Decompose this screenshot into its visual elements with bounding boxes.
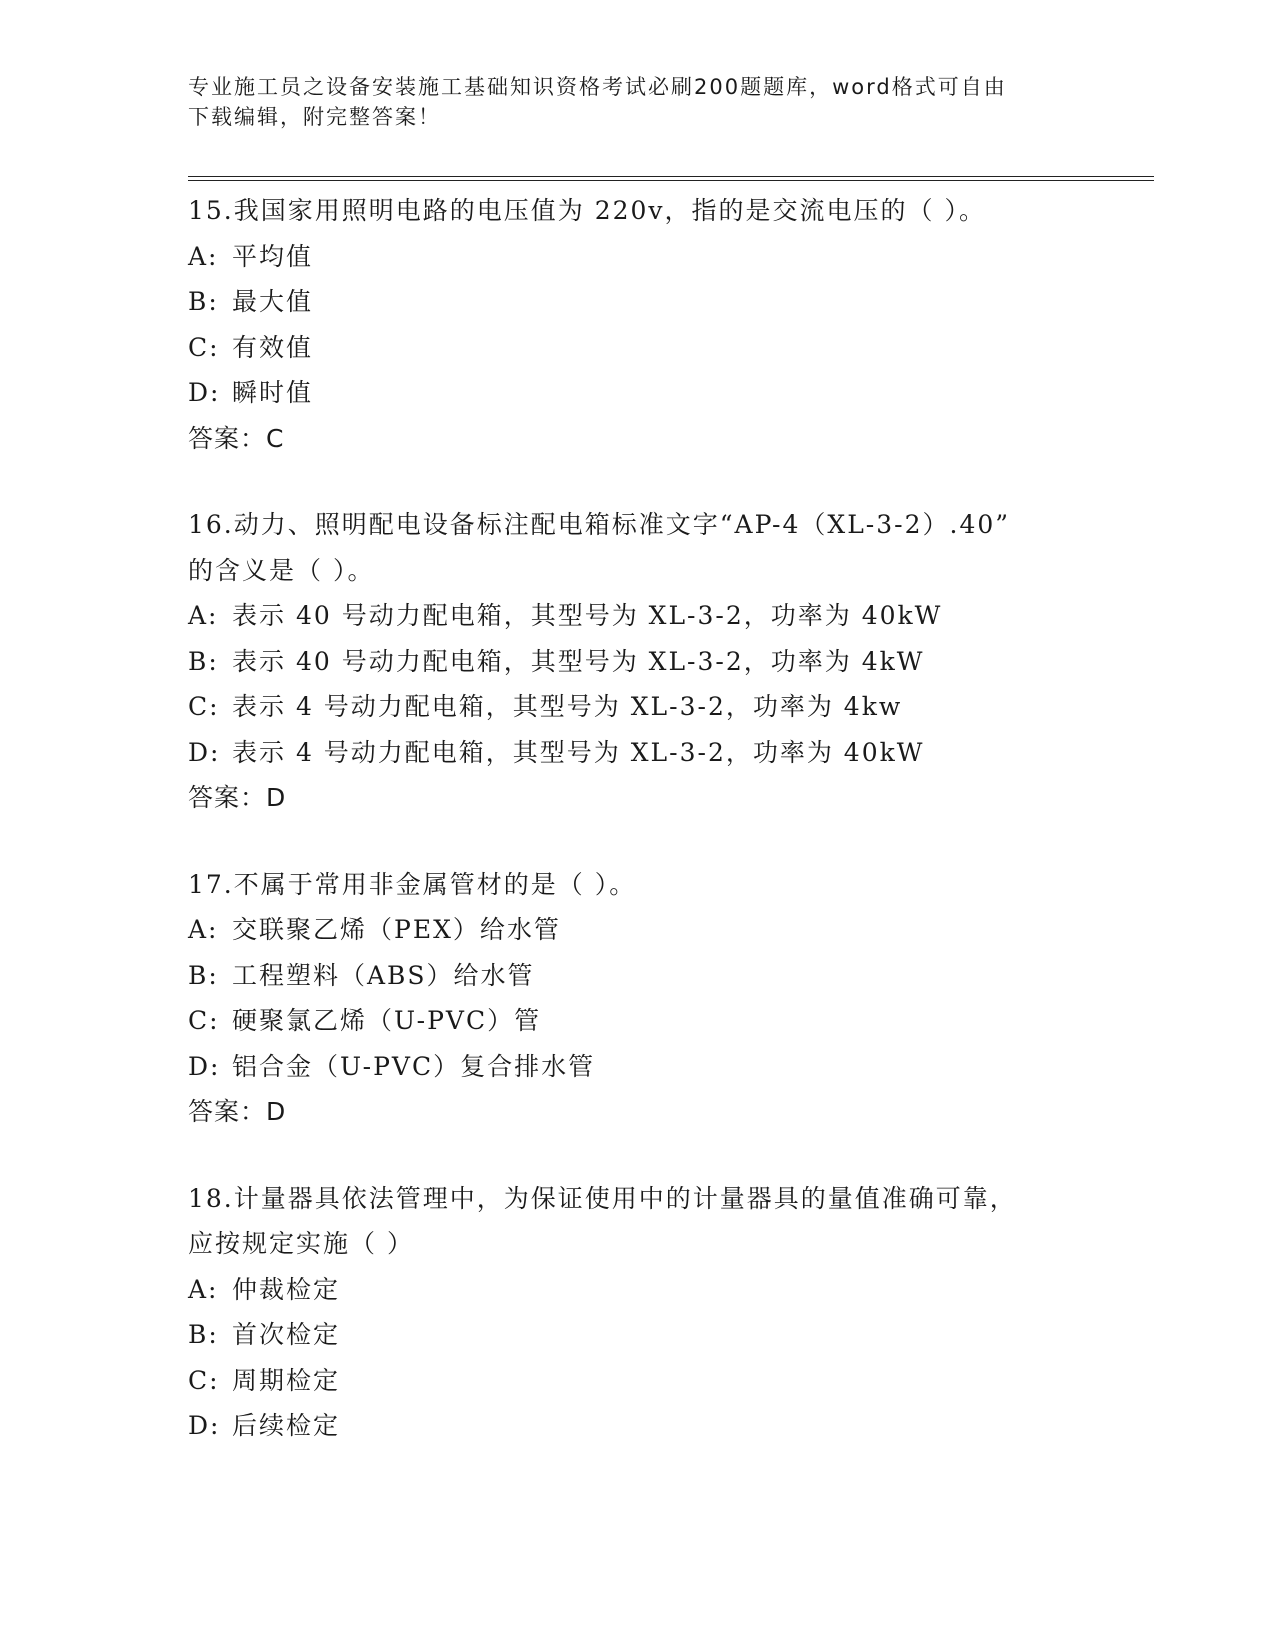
option-c: [188, 684, 1088, 730]
option-b: [188, 639, 1088, 685]
option-letter: A:: [188, 915, 219, 944]
answer-line: 答案：D: [188, 1097, 287, 1126]
option-text: 后续检定: [232, 1411, 341, 1440]
option-text: 硬聚氯乙烯（U-PVC）管: [232, 1006, 542, 1035]
question-15: [188, 188, 1088, 461]
option-text: 表示 4 号动力配电箱，其型号为 XL-3-2，功率为 40kW: [232, 737, 925, 767]
option-letter: B:: [188, 646, 219, 676]
question-list: [188, 188, 1088, 1490]
option-text: 瞬时值: [232, 378, 314, 407]
option-a: [188, 593, 1088, 639]
option-c: [188, 325, 1088, 371]
header-divider: [188, 176, 1154, 184]
option-letter: A:: [188, 241, 219, 271]
option-a: [188, 234, 1088, 280]
option-letter: B:: [188, 960, 219, 990]
option-text: 仲裁检定: [232, 1274, 341, 1304]
option-text: 表示 40 号动力配电箱，其型号为 XL-3-2，功率为 40kW: [232, 601, 943, 630]
option-letter: D:: [188, 378, 221, 407]
option-letter: D:: [188, 737, 221, 767]
answer-line: 答案：C: [188, 423, 285, 453]
question-18: [188, 1176, 1088, 1449]
question-stem-continued: 的含义是（ ）。: [188, 555, 375, 585]
option-text: 最大值: [232, 287, 314, 316]
option-text: 首次检定: [232, 1320, 341, 1349]
question-stem: 18.计量器具依法管理中，为保证使用中的计量器具的量值准确可靠，: [188, 1183, 1017, 1213]
option-text: 平均值: [232, 241, 314, 271]
option-letter: C:: [188, 1006, 220, 1035]
question-stem: 16.动力、照明配电设备标注配电箱标准文字“AP-4（XL-3-2）.40”: [188, 510, 1011, 539]
option-d: [188, 1044, 1088, 1090]
option-text: 周期检定: [232, 1365, 341, 1395]
question-stem: 17.不属于常用非金属管材的是（ ）。: [188, 869, 637, 899]
option-text: 表示 4 号动力配电箱，其型号为 XL-3-2，功率为 4kw: [232, 692, 903, 721]
option-a: [188, 907, 1088, 953]
option-d: [188, 730, 1088, 776]
option-letter: A:: [188, 601, 219, 630]
option-letter: C:: [188, 1365, 220, 1395]
header-line-2: 下载编辑，附完整答案！: [188, 105, 441, 129]
option-b: [188, 953, 1088, 999]
option-text: 有效值: [232, 332, 314, 362]
option-text: 交联聚乙烯（PEX）给水管: [232, 915, 561, 944]
option-letter: C:: [188, 332, 220, 362]
question-stem-continued: 应按规定实施（ ）: [188, 1229, 414, 1258]
option-c: [188, 1358, 1088, 1404]
option-c: [188, 998, 1088, 1044]
option-d: [188, 1403, 1088, 1449]
option-a: [188, 1267, 1088, 1313]
option-b: [188, 279, 1088, 325]
question-stem: 15.我国家用照明电路的电压值为 220v，指的是交流电压的（ ）。: [188, 196, 986, 225]
document-header: [188, 72, 1068, 132]
divider-line-top: [188, 176, 1154, 177]
header-line-1: 专业施工员之设备安装施工基础知识资格考试必刷200题题库，word格式可自由: [188, 75, 1007, 99]
option-letter: B:: [188, 287, 219, 316]
option-d: [188, 370, 1088, 416]
option-b: [188, 1312, 1088, 1358]
option-letter: A:: [188, 1274, 219, 1304]
question-17: [188, 862, 1088, 1135]
option-letter: C:: [188, 692, 220, 721]
option-letter: B:: [188, 1320, 219, 1349]
option-text: 表示 40 号动力配电箱，其型号为 XL-3-2，功率为 4kW: [232, 646, 925, 676]
question-16: [188, 502, 1088, 821]
option-text: 工程塑料（ABS）给水管: [232, 960, 535, 990]
divider-line-bottom: [188, 180, 1154, 181]
option-text: 铝合金（U-PVC）复合排水管: [232, 1051, 596, 1081]
answer-line: 答案：D: [188, 783, 287, 812]
option-letter: D:: [188, 1051, 221, 1081]
option-letter: D:: [188, 1411, 221, 1440]
